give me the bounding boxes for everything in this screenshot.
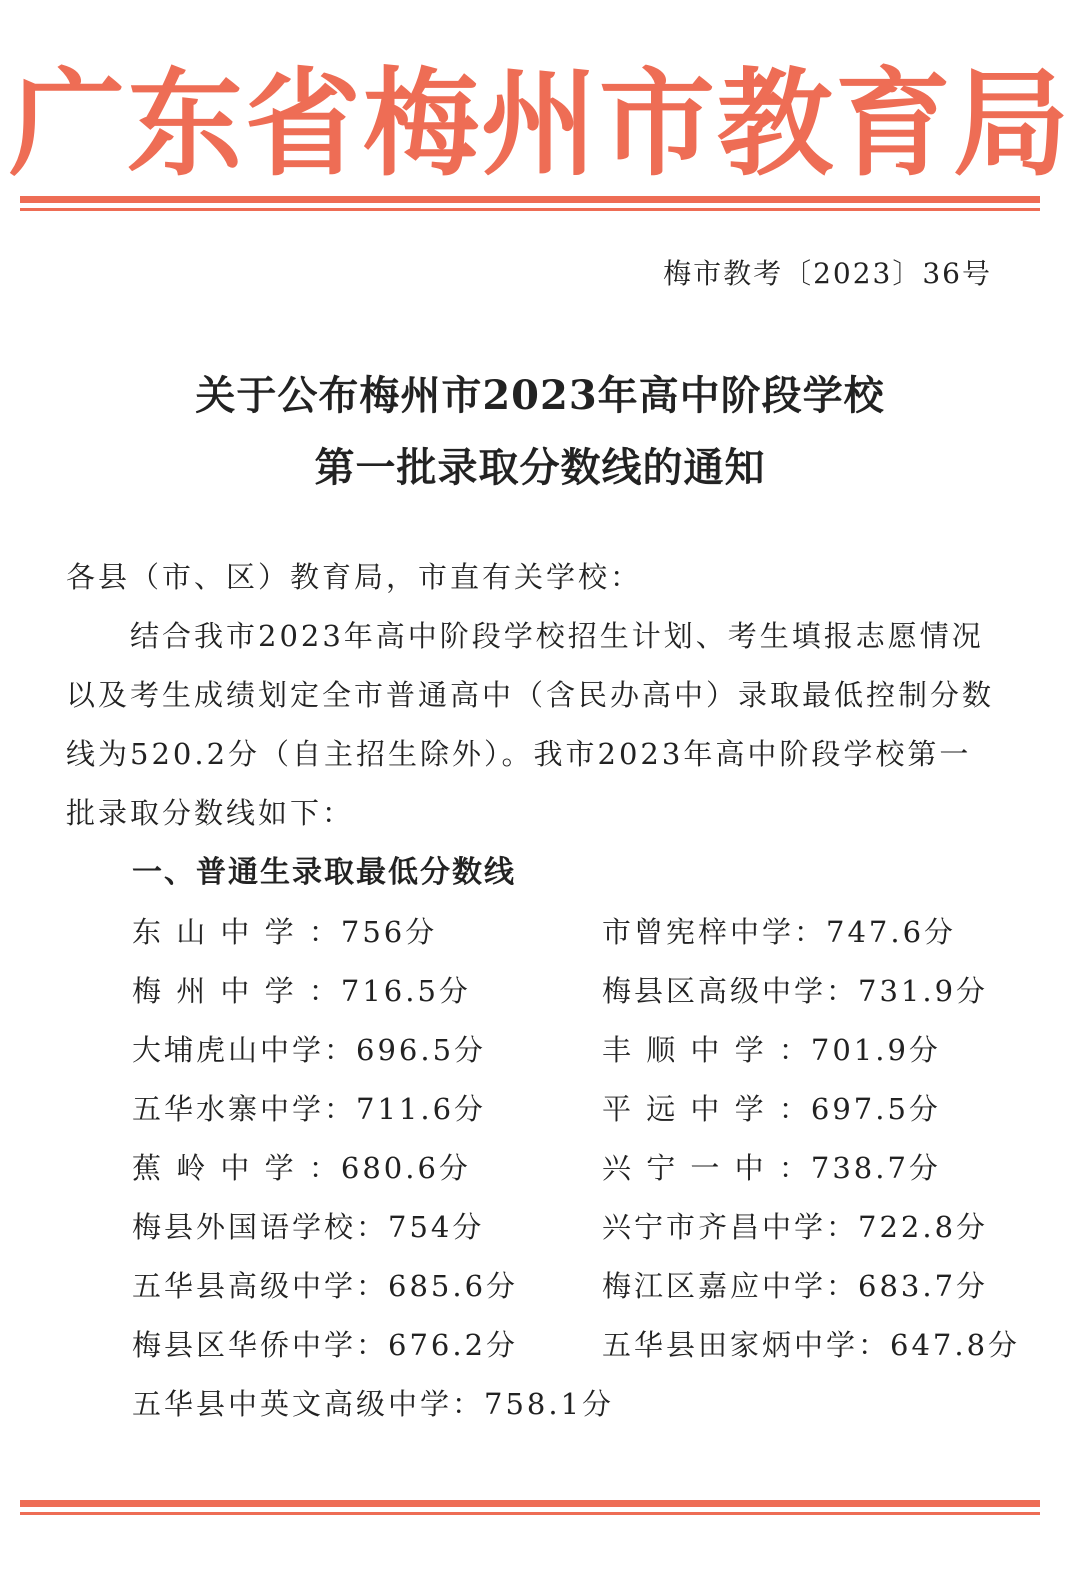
- school-score-right: 平 远 中 学 ：697.5分: [602, 1092, 941, 1126]
- school-score-right: 五华县田家炳中学：647.8分: [602, 1328, 1021, 1362]
- agency-masthead: 广东省梅州市教育局: [9, 57, 1071, 192]
- school-score-left: 梅 州 中 学 ：716.5分: [132, 974, 471, 1008]
- school-score-right: 兴宁市齐昌中学：722.8分: [602, 1210, 989, 1244]
- footer-rule-thick: [20, 1500, 1040, 1507]
- section-heading: 一、普通生录取最低分数线: [132, 855, 516, 890]
- score-row: [132, 1254, 1012, 1313]
- score-row: [132, 959, 1012, 1018]
- school-score-right: 丰 顺 中 学 ：701.9分: [602, 1033, 941, 1067]
- school-score-right: 兴 宁 一 中 ：738.7分: [602, 1151, 941, 1185]
- salutation: 各县（市、区）教育局，市直有关学校：: [66, 560, 643, 594]
- score-row: [132, 1018, 1012, 1077]
- score-row: [132, 1136, 1012, 1195]
- title-line-1: 关于公布梅州市2023年高中阶段学校: [195, 372, 885, 419]
- masthead-rule-thick: [20, 196, 1040, 203]
- school-score-right: 梅县区高级中学：731.9分: [602, 974, 989, 1008]
- score-row: [132, 1195, 1012, 1254]
- school-score-left: 五华水寨中学：711.6分: [132, 1092, 487, 1126]
- school-score-right: 市曾宪梓中学：747.6分: [602, 915, 957, 949]
- score-list: [132, 900, 1021, 1431]
- score-row: [132, 900, 1012, 959]
- score-row: [132, 1313, 1021, 1372]
- school-score-left: 大埔虎山中学：696.5分: [132, 1033, 487, 1067]
- score-row: [132, 1077, 1012, 1136]
- school-score-left: 东 山 中 学 ：756分: [132, 915, 438, 949]
- school-score-left: 梅县区华侨中学：676.2分: [132, 1328, 519, 1362]
- masthead-rule-thin: [20, 208, 1040, 211]
- school-score-left: 五华县高级中学：685.6分: [132, 1269, 519, 1303]
- intro-paragraph: 结合我市2023年高中阶段学校招生计划、考生填报志愿情况以及考生成绩划定全市普通高中（含民办高中）录取最低控制分数线为520.2分（自主招生除外）。我市2023年高中阶段学校第一批录取分数线如下：: [66, 619, 995, 830]
- school-score-left: 梅县外国语学校：754分: [132, 1210, 485, 1244]
- school-score-left: 五华县中英文高级中学：758.1分: [132, 1387, 615, 1421]
- school-score-left: 蕉 岭 中 学 ：680.6分: [132, 1151, 471, 1185]
- score-row: [132, 1372, 1012, 1431]
- title-line-2: 第一批录取分数线的通知: [314, 444, 766, 491]
- footer-rule-thin: [20, 1512, 1040, 1515]
- school-score-right: 梅江区嘉应中学：683.7分: [602, 1269, 989, 1303]
- document-number: 梅市教考〔2023〕36号: [663, 257, 992, 290]
